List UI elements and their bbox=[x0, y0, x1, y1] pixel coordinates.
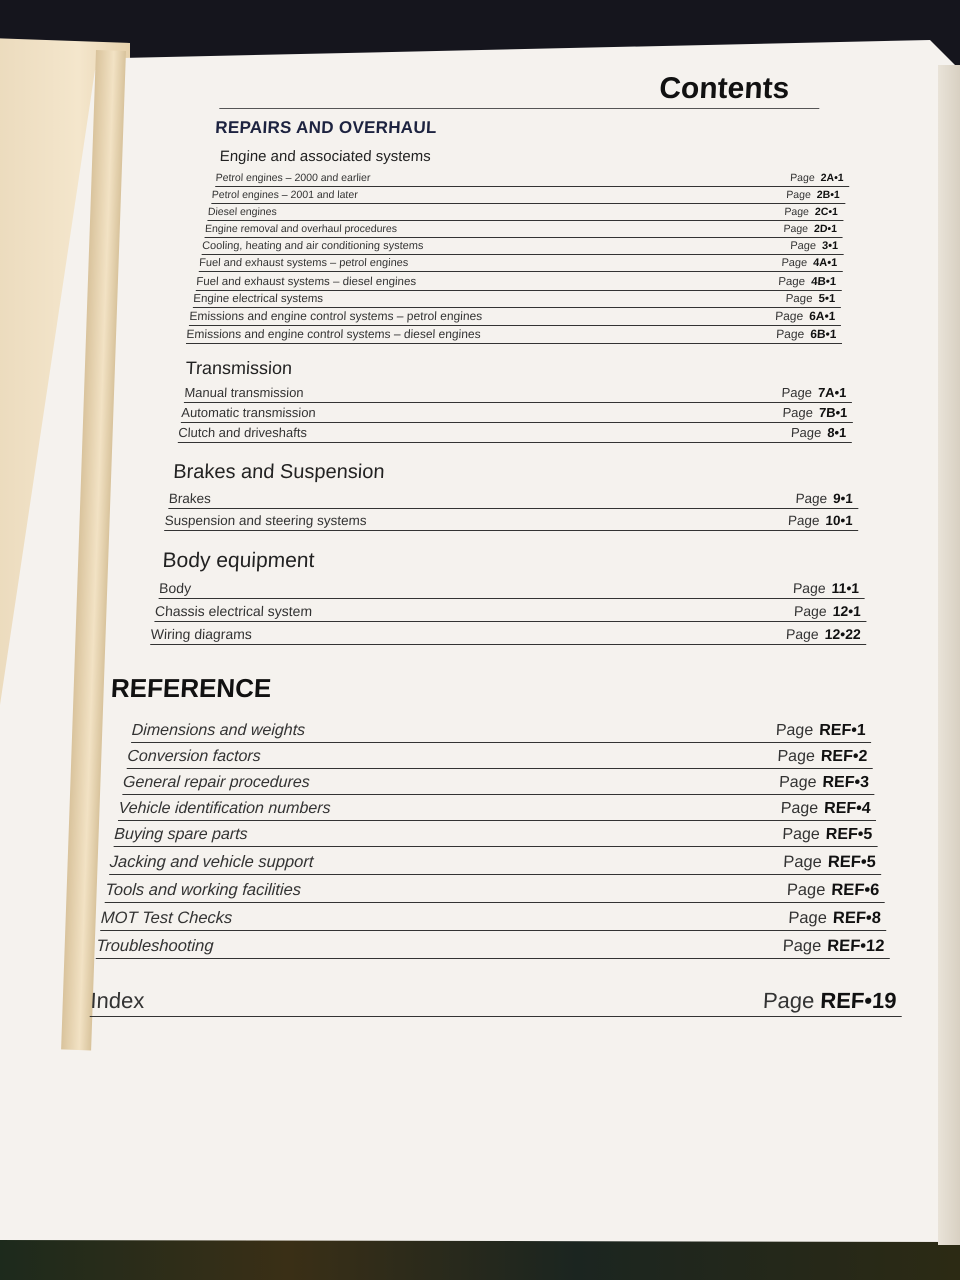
toc-entry-page bbox=[782, 937, 885, 956]
toc-entry-page bbox=[791, 425, 847, 440]
page-reference: REF•4 bbox=[823, 800, 872, 817]
page-reference: 6A•1 bbox=[808, 309, 836, 323]
index-entry[interactable] bbox=[90, 986, 904, 1017]
reference-entry[interactable] bbox=[131, 718, 872, 743]
section-heading-brakes: Brakes and Suspension bbox=[172, 461, 386, 483]
toc-entry-label: Diesel engines bbox=[207, 205, 278, 218]
page-reference: 8•1 bbox=[826, 425, 847, 440]
toc-entry-label: Index bbox=[89, 988, 146, 1013]
page-word: Page bbox=[786, 880, 826, 899]
toc-entry-page bbox=[795, 491, 853, 506]
page-reference: REF•5 bbox=[827, 852, 877, 871]
reference-entry[interactable] bbox=[127, 744, 874, 769]
toc-entry-label: Jacking and vehicle support bbox=[109, 852, 314, 871]
toc-entry-page bbox=[783, 853, 876, 872]
page-word: Page bbox=[784, 205, 810, 218]
toc-entry-page bbox=[786, 189, 840, 201]
toc-entry-label: Cooling, heating and air conditioning systems bbox=[201, 240, 424, 252]
toc-entry[interactable] bbox=[164, 508, 859, 531]
toc-entry-label: Dimensions and weights bbox=[131, 722, 306, 739]
page-word: Page bbox=[780, 800, 819, 817]
page-reference: 12•1 bbox=[832, 603, 862, 619]
toc-entry-label: MOT Test Checks bbox=[100, 908, 233, 927]
page-title: Contents bbox=[658, 72, 791, 105]
toc-entry-page bbox=[775, 309, 836, 323]
toc-entry[interactable] bbox=[154, 599, 867, 622]
toc-entry-label: Petrol engines – 2000 and earlier bbox=[215, 171, 371, 184]
page-word: Page bbox=[789, 240, 817, 252]
page-reference: REF•2 bbox=[820, 748, 868, 765]
reference-entry[interactable] bbox=[96, 933, 891, 959]
toc-entry-label: Fuel and exhaust systems – diesel engines bbox=[195, 275, 417, 288]
reference-entry[interactable] bbox=[109, 849, 882, 875]
toc-entry-label: Manual transmission bbox=[184, 385, 305, 400]
reference-entry[interactable] bbox=[114, 822, 879, 847]
section-heading-body: Body equipment bbox=[162, 549, 316, 572]
toc-entry-page bbox=[762, 988, 897, 1014]
toc-entry-page bbox=[777, 748, 868, 766]
page-reference: 6B•1 bbox=[809, 327, 837, 341]
page-word: Page bbox=[792, 580, 827, 596]
page-reference: 10•1 bbox=[825, 512, 854, 528]
toc-entry[interactable] bbox=[159, 576, 866, 599]
reference-heading: REFERENCE bbox=[110, 673, 273, 703]
title-rule bbox=[219, 108, 819, 109]
page-reference: REF•6 bbox=[830, 880, 880, 899]
page-reference: 4A•1 bbox=[812, 257, 838, 269]
toc-entry-page bbox=[788, 513, 854, 528]
toc-entry-page bbox=[782, 826, 873, 844]
toc-entry-page bbox=[786, 881, 879, 900]
toc-entry-label: Engine electrical systems bbox=[193, 292, 324, 305]
toc-entry[interactable] bbox=[186, 323, 843, 344]
page-word: Page bbox=[785, 626, 820, 642]
toc-entry[interactable] bbox=[178, 421, 853, 443]
section-heading-engine: Engine and associated systems bbox=[219, 148, 432, 165]
section-heading-transmission: Transmission bbox=[185, 358, 293, 378]
page-word: Page bbox=[790, 425, 822, 440]
toc-entry-label: Chassis electrical system bbox=[154, 603, 313, 619]
page-reference: 7A•1 bbox=[817, 385, 847, 400]
reference-entry[interactable] bbox=[118, 796, 877, 821]
toc-entry-page bbox=[776, 327, 837, 341]
page-reference: REF•3 bbox=[822, 774, 870, 791]
toc-entry[interactable] bbox=[184, 381, 853, 403]
toc-entry-page bbox=[788, 909, 881, 928]
toc-entry-page bbox=[794, 603, 862, 619]
page-reference: 12•22 bbox=[824, 626, 862, 642]
page-word: Page bbox=[778, 774, 817, 791]
toc-entry-page bbox=[790, 172, 844, 184]
page-word: Page bbox=[762, 988, 816, 1013]
toc-entry-label: Suspension and steering systems bbox=[164, 512, 368, 528]
toc-entry-label: Tools and working facilities bbox=[104, 880, 302, 899]
toc-entry-page bbox=[790, 240, 838, 252]
page-word: Page bbox=[782, 852, 823, 871]
page-word: Page bbox=[789, 171, 816, 184]
reference-entry[interactable] bbox=[122, 770, 875, 795]
repairs-heading: REPAIRS AND OVERHAUL bbox=[214, 118, 438, 137]
toc-entry-page bbox=[785, 293, 835, 305]
page-word: Page bbox=[786, 188, 812, 201]
page-reference: REF•8 bbox=[832, 908, 882, 927]
toc-entry-label: Body bbox=[158, 580, 192, 596]
page-reference: 4B•1 bbox=[810, 275, 837, 288]
toc-entry-label: General repair procedures bbox=[122, 774, 311, 791]
page-reference: 3•1 bbox=[821, 240, 839, 252]
toc-entry[interactable] bbox=[168, 486, 859, 509]
toc-entry-page bbox=[780, 800, 871, 818]
toc-entry-label: Vehicle identification numbers bbox=[118, 800, 332, 817]
toc-entry-page bbox=[781, 257, 837, 269]
toc-entry-label: Troubleshooting bbox=[95, 936, 215, 955]
toc-entry-page bbox=[781, 385, 847, 400]
page-word: Page bbox=[781, 257, 808, 269]
page-word: Page bbox=[775, 327, 805, 341]
page-word: Page bbox=[781, 826, 821, 843]
page-reference: 2B•1 bbox=[816, 188, 841, 201]
toc-entry-page bbox=[783, 223, 837, 235]
toc-entry-label: Buying spare parts bbox=[113, 826, 249, 843]
page-word: Page bbox=[782, 936, 822, 955]
page-word: Page bbox=[777, 275, 806, 288]
page-reference: REF•1 bbox=[818, 722, 867, 739]
page-word: Page bbox=[774, 309, 804, 323]
toc-entry-page bbox=[784, 206, 838, 218]
toc-entry[interactable] bbox=[199, 252, 844, 272]
toc-entry-label: Wiring diagrams bbox=[150, 626, 253, 642]
toc-entry-page bbox=[786, 626, 862, 642]
page-reference: 2A•1 bbox=[820, 171, 845, 184]
toc-entry-label: Conversion factors bbox=[126, 748, 262, 765]
toc-entry-page bbox=[793, 580, 860, 596]
toc-entry-page bbox=[775, 722, 866, 740]
page-word: Page bbox=[787, 908, 828, 927]
toc-entry-label: Clutch and driveshafts bbox=[177, 425, 308, 440]
page-reference: 7B•1 bbox=[818, 405, 848, 420]
toc-entry-label: Engine removal and overhaul procedures bbox=[204, 222, 398, 235]
page-reference: 2C•1 bbox=[814, 205, 839, 218]
reference-entry[interactable] bbox=[100, 905, 887, 931]
toc-entry-label: Petrol engines – 2001 and later bbox=[211, 188, 359, 201]
page-word: Page bbox=[783, 222, 809, 235]
page-word: Page bbox=[782, 405, 814, 420]
page-reference: 9•1 bbox=[832, 490, 854, 506]
toc-entry-label: Fuel and exhaust systems – petrol engines bbox=[198, 257, 409, 269]
page-reference: REF•5 bbox=[825, 826, 873, 843]
toc-entry-label: Emissions and engine control systems – diesel engines bbox=[186, 327, 482, 341]
reference-entry[interactable] bbox=[105, 877, 886, 903]
toc-entry-page bbox=[782, 405, 848, 420]
page-reference: 5•1 bbox=[818, 292, 836, 305]
page-word: Page bbox=[793, 603, 828, 619]
toc-entry[interactable] bbox=[150, 622, 867, 645]
toc-entry-label: Automatic transmission bbox=[180, 405, 317, 420]
page-reference: REF•12 bbox=[826, 936, 885, 955]
page-reference: REF•19 bbox=[819, 988, 898, 1013]
toc-entry-page bbox=[778, 276, 837, 288]
page-reference: 2D•1 bbox=[813, 222, 838, 235]
page-word: Page bbox=[787, 512, 820, 528]
toc-entry-label: Brakes bbox=[168, 490, 212, 506]
toc-entry-page bbox=[779, 774, 870, 792]
toc-entry[interactable] bbox=[181, 401, 854, 423]
page-word: Page bbox=[775, 722, 814, 739]
toc-entry-label: Emissions and engine control systems – petrol engines bbox=[189, 309, 483, 323]
page-word: Page bbox=[795, 490, 828, 506]
page-word: Page bbox=[781, 385, 813, 400]
page-word: Page bbox=[777, 748, 816, 765]
page-reference: 11•1 bbox=[831, 580, 860, 596]
page-word: Page bbox=[785, 292, 813, 305]
